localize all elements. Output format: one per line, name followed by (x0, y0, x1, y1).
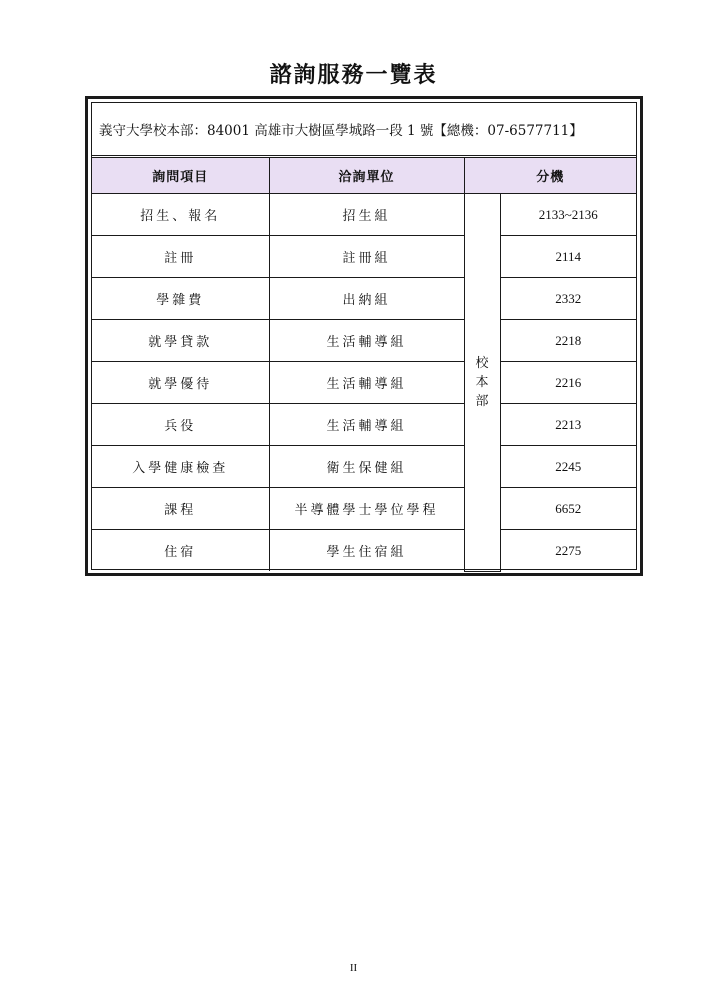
row-unit: 學生住宿組 (269, 530, 464, 572)
page-number: II (349, 962, 358, 974)
page-title: 諮詢服務一覽表 (269, 63, 438, 88)
service-table-frame (85, 96, 643, 576)
row-ext: 2216 (500, 362, 636, 404)
row-ext: 2133~2136 (500, 194, 636, 236)
campus-char: 本 (475, 374, 489, 390)
header-unit: 洽詢單位 (269, 158, 464, 194)
row-item: 學雜費 (92, 278, 269, 320)
table-row (92, 194, 636, 236)
row-unit: 招生組 (269, 194, 464, 236)
table-row (92, 362, 636, 404)
row-ext: 2213 (500, 404, 636, 446)
row-item: 住宿 (92, 530, 269, 572)
campus-cell (464, 194, 500, 572)
row-ext: 2218 (500, 320, 636, 362)
table-row (92, 236, 636, 278)
row-unit: 生活輔導組 (269, 362, 464, 404)
table-row (92, 404, 636, 446)
table-row (92, 488, 636, 530)
row-unit: 半導體學士學位學程 (269, 488, 464, 530)
row-ext: 2114 (500, 236, 636, 278)
row-unit: 生活輔導組 (269, 320, 464, 362)
row-item: 招生、報名 (92, 194, 269, 236)
table-row (92, 278, 636, 320)
row-unit: 註冊組 (269, 236, 464, 278)
row-item: 註冊 (92, 236, 269, 278)
row-unit: 衛生保健組 (269, 446, 464, 488)
header-item: 詢問項目 (92, 158, 269, 194)
campus-char: 校 (475, 355, 489, 371)
row-ext: 6652 (500, 488, 636, 530)
row-item: 兵役 (92, 404, 269, 446)
table-row (92, 530, 636, 572)
row-unit: 生活輔導組 (269, 404, 464, 446)
row-item: 入學健康檢查 (92, 446, 269, 488)
row-unit: 出納組 (269, 278, 464, 320)
campus-address: 義守大學校本部：84001 高雄市大樹區學城路一段 1 號【總機：07-6577711】 (92, 103, 636, 158)
service-table (92, 158, 636, 572)
table-row (92, 446, 636, 488)
row-item: 就學貸款 (92, 320, 269, 362)
row-ext: 2245 (500, 446, 636, 488)
row-item: 課程 (92, 488, 269, 530)
row-ext: 2332 (500, 278, 636, 320)
header-ext: 分機 (464, 158, 636, 194)
table-row (92, 320, 636, 362)
service-table-inner (91, 102, 637, 570)
row-item: 就學優待 (92, 362, 269, 404)
table-header-row (92, 158, 636, 194)
campus-char: 部 (475, 393, 489, 409)
row-ext: 2275 (500, 530, 636, 572)
